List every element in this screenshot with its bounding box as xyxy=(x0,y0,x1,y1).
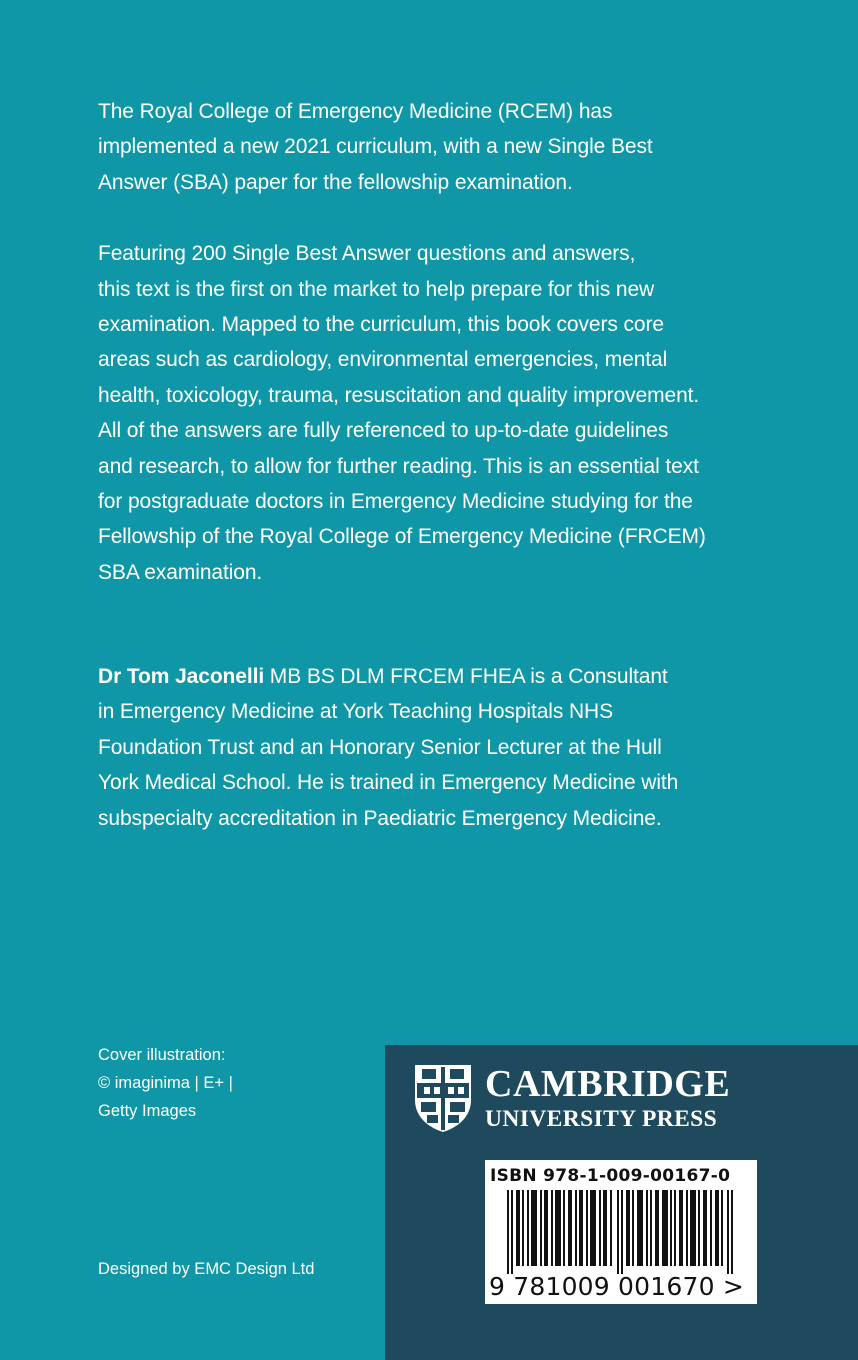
isbn-label: ISBN 978-1-009-00167-0 xyxy=(490,1166,731,1186)
barcode-bars xyxy=(507,1190,735,1274)
author-bio-line: in Emergency Medicine at York Teaching Hospitals NHS xyxy=(98,700,614,724)
author-bio-line: subspecialty accreditation in Paediatric Emergency Medicine. xyxy=(98,806,662,830)
publisher-name xyxy=(485,1063,730,1133)
designer-credit: Designed by EMC Design Ltd xyxy=(98,1260,315,1278)
blurb-p1-line: The Royal College of Emergency Medicine (RCEM) has xyxy=(98,100,613,123)
author-bio-text xyxy=(98,659,788,836)
blurb xyxy=(98,94,788,590)
blurb-p2-line: examination. Mapped to the curriculum, this book covers core xyxy=(98,313,664,337)
blurb-paragraph-2 xyxy=(98,236,788,590)
blurb-p2-line: and research, to allow for further reading. This is an essential text xyxy=(98,454,699,478)
blurb-p1-line: implemented a new 2021 curriculum, with a new Single Best xyxy=(98,135,653,159)
author-name: Dr Tom Jaconelli xyxy=(98,665,265,688)
publisher-name-line2: UNIVERSITY PRESS xyxy=(485,1106,718,1132)
blurb-p2-line: for postgraduate doctors in Emergency Medicine studying for the xyxy=(98,490,693,514)
isbn-digits: 9 781009 001670 > xyxy=(489,1272,744,1301)
credit-line: © imaginima | E+ | xyxy=(98,1074,233,1092)
publisher-panel xyxy=(385,1045,858,1360)
blurb-p2-line: Featuring 200 Single Best Answer questions and answers, xyxy=(98,242,636,266)
isbn-barcode xyxy=(485,1160,757,1304)
blurb-p1-line: Answer (SBA) paper for the fellowship examination. xyxy=(98,170,573,194)
blurb-p2-line: All of the answers are fully referenced to up-to-date guidelines xyxy=(98,419,669,443)
blurb-p2-line: areas such as cardiology, environmental emergencies, mental xyxy=(98,348,668,372)
credit-line: Cover illustration: xyxy=(98,1046,226,1064)
blurb-p2-line: this text is the first on the market to help prepare for this new xyxy=(98,277,655,301)
blurb-p2-line: health, toxicology, trauma, resuscitation and quality improvement. xyxy=(98,383,700,407)
author-bio xyxy=(98,659,788,836)
publisher-name-line1: CAMBRIDGE xyxy=(485,1063,731,1105)
cover-credits xyxy=(98,1041,298,1125)
blurb-p2-line: SBA examination. xyxy=(98,560,263,584)
credit-line: Getty Images xyxy=(98,1102,197,1120)
blurb-paragraph-1 xyxy=(98,94,788,200)
author-bio-line: York Medical School. He is trained in Emergency Medicine with xyxy=(98,771,679,795)
blurb-p2-line: Fellowship of the Royal College of Emergency Medicine (FRCEM) xyxy=(98,525,706,549)
author-credentials: MB BS DLM FRCEM FHEA is a Consultant xyxy=(264,665,668,688)
author-bio-line: Foundation Trust and an Honorary Senior Lecturer at the Hull xyxy=(98,735,662,759)
cambridge-shield-icon xyxy=(412,1062,474,1134)
